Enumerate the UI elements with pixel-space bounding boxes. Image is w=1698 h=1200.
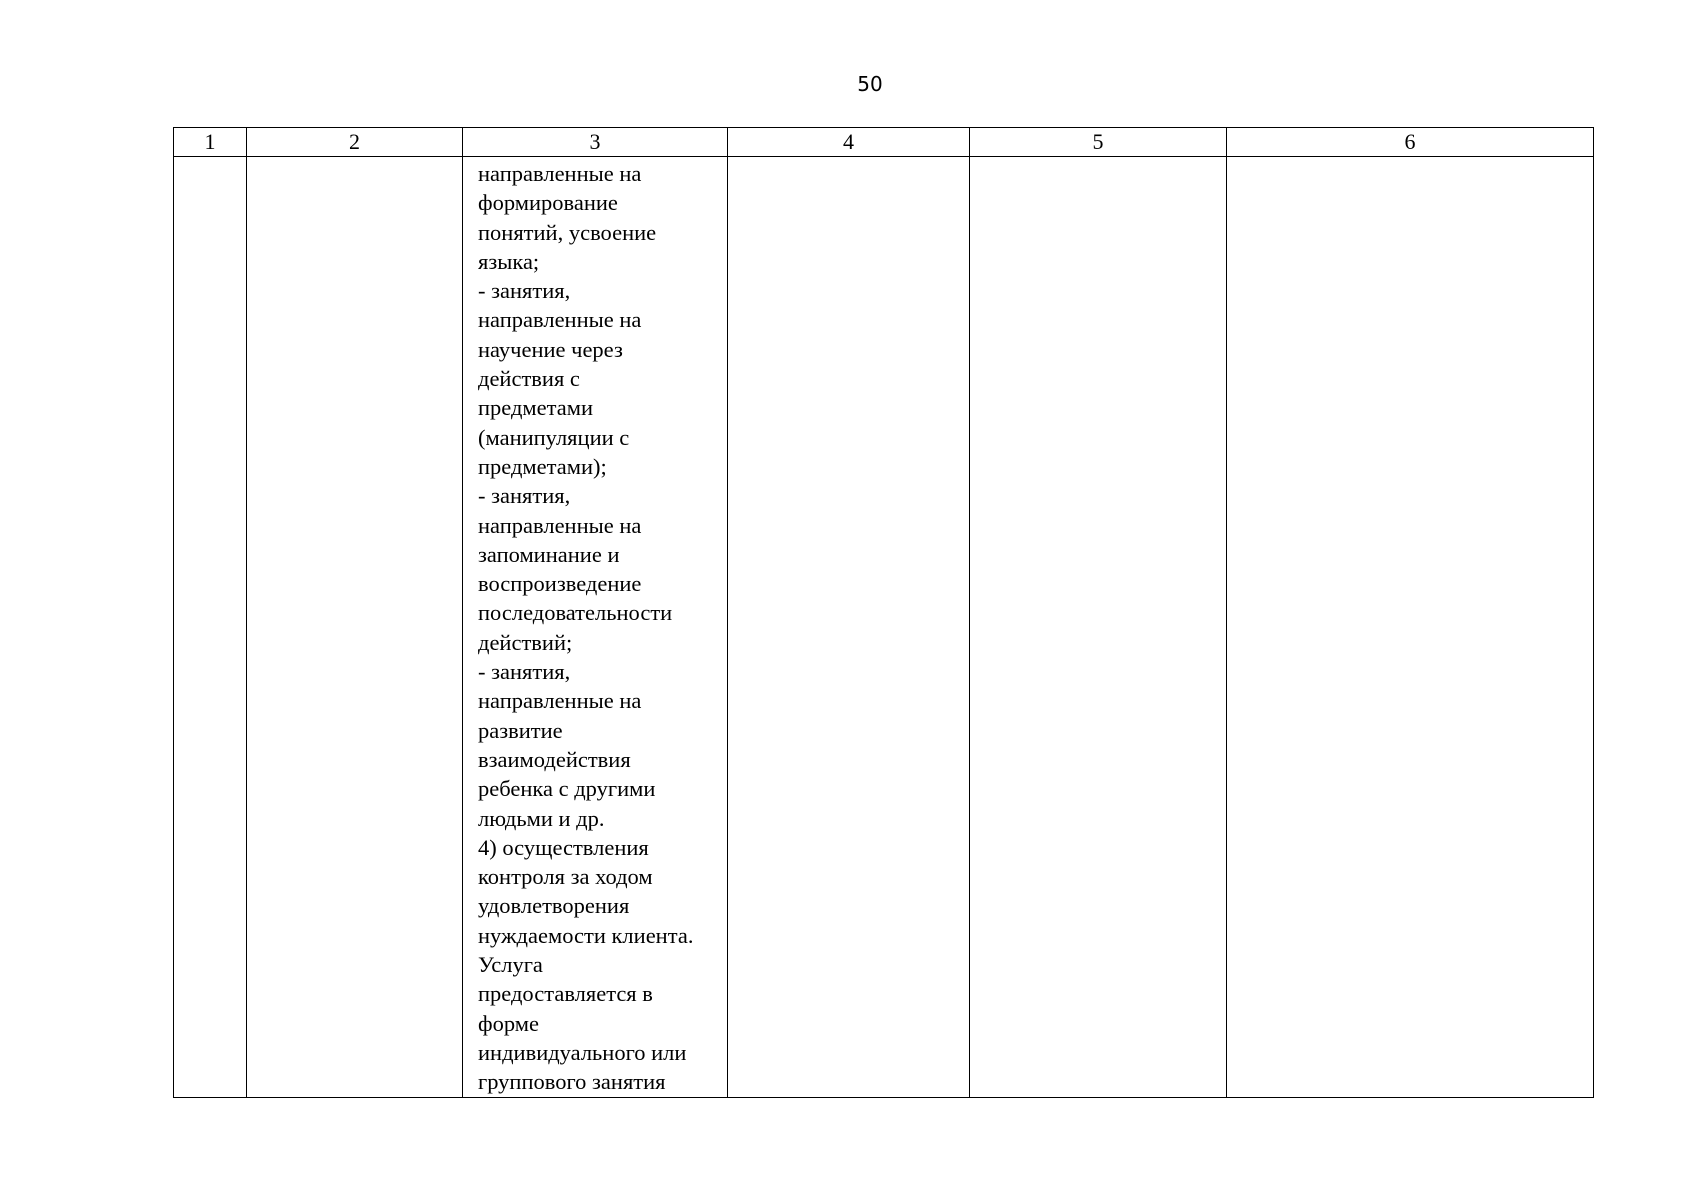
- cell-col-1-text: [174, 157, 246, 159]
- page-number: 50: [857, 72, 883, 96]
- cell-col-5: [970, 157, 1227, 1098]
- cell-col-6-text: [1227, 157, 1593, 159]
- cell-col-3-text: направленные на формирование понятий, усвоение языка; - занятия, направленные на научение через действия с предметами (манипуляции с предметами); - занятия, направленные на запоминание и воспроизведение последовательности действий; - занятия, направленные на развитие взаимодействия ребенка с другими людьми и др. 4) осуществления контроля за ходом удовлетворения нуждаемости клиента. Услуга предоставляется в форме индивидуального или группового занятия: [478, 161, 694, 1095]
- column-header-2: 2: [247, 128, 463, 157]
- cell-col-2: [247, 157, 463, 1098]
- cell-col-4: [728, 157, 970, 1098]
- services-table: [173, 127, 1594, 1098]
- column-header-4: 4: [728, 128, 970, 157]
- cell-col-3: [463, 157, 728, 1098]
- cell-col-2-text: [247, 157, 462, 159]
- table-header-row: [174, 128, 1594, 157]
- table-row: [174, 157, 1594, 1098]
- cell-col-4-text: [728, 157, 969, 159]
- column-header-1: 1: [174, 128, 247, 157]
- cell-col-1: [174, 157, 247, 1098]
- column-header-6: 6: [1227, 128, 1594, 157]
- column-header-3: 3: [463, 128, 728, 157]
- column-header-5: 5: [970, 128, 1227, 157]
- cell-col-5-text: [970, 157, 1226, 159]
- cell-col-6: [1227, 157, 1594, 1098]
